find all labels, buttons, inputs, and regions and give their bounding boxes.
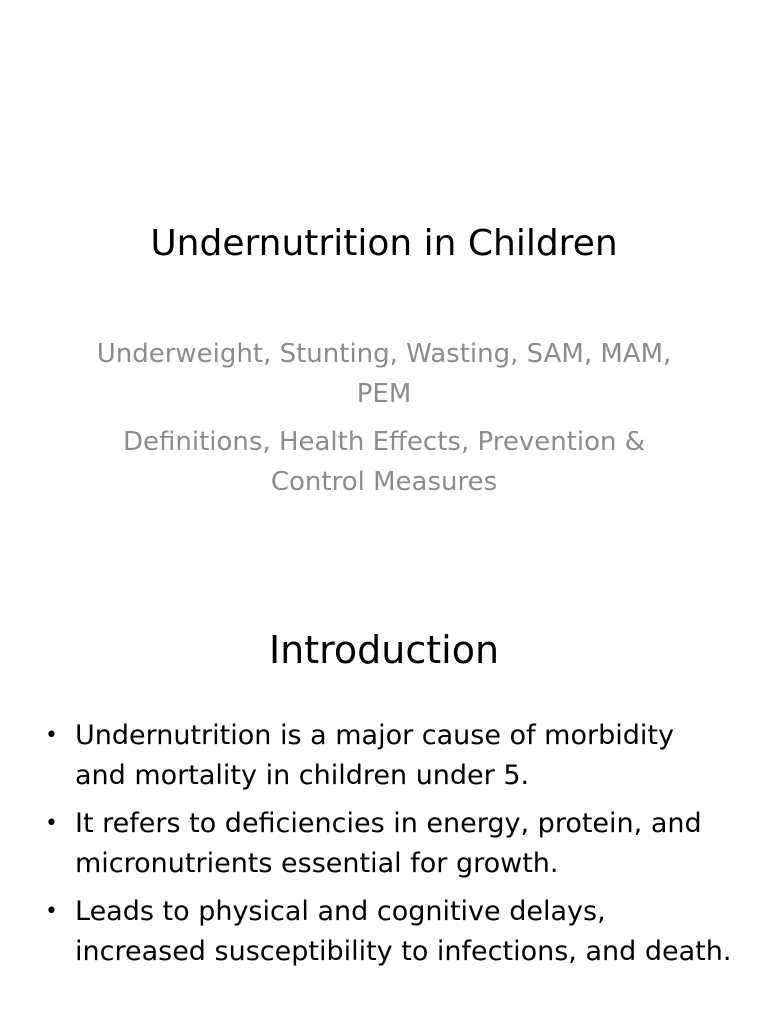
- bullet-list: [42, 716, 732, 980]
- bullet-dot-icon: •: [45, 811, 58, 836]
- bullet-item: [42, 716, 732, 796]
- bullet-item: [42, 804, 732, 884]
- bullet-dot-icon: •: [45, 723, 58, 748]
- slide-title: Undernutrition in Children: [150, 223, 618, 264]
- bullet-item: [42, 892, 732, 972]
- bullet-text: It refers to deficiencies in energy, protein, and micronutrients essential for growth.: [75, 808, 702, 879]
- slide-subtitle: [84, 334, 684, 510]
- bullet-text: Undernutrition is a major cause of morbidity and mortality in children under 5.: [75, 720, 674, 791]
- subtitle-line: Definitions, Health Effects, Prevention & Control Measures: [122, 427, 646, 497]
- introduction-slide: [0, 580, 768, 1024]
- slide-heading: Introduction: [268, 628, 500, 672]
- bullet-text: Leads to physical and cognitive delays, increased susceptibility to infections, and death.: [75, 896, 732, 967]
- subtitle-line: Underweight, Stunting, Wasting, SAM, MAM, PEM: [96, 339, 672, 409]
- bullet-dot-icon: •: [45, 899, 58, 924]
